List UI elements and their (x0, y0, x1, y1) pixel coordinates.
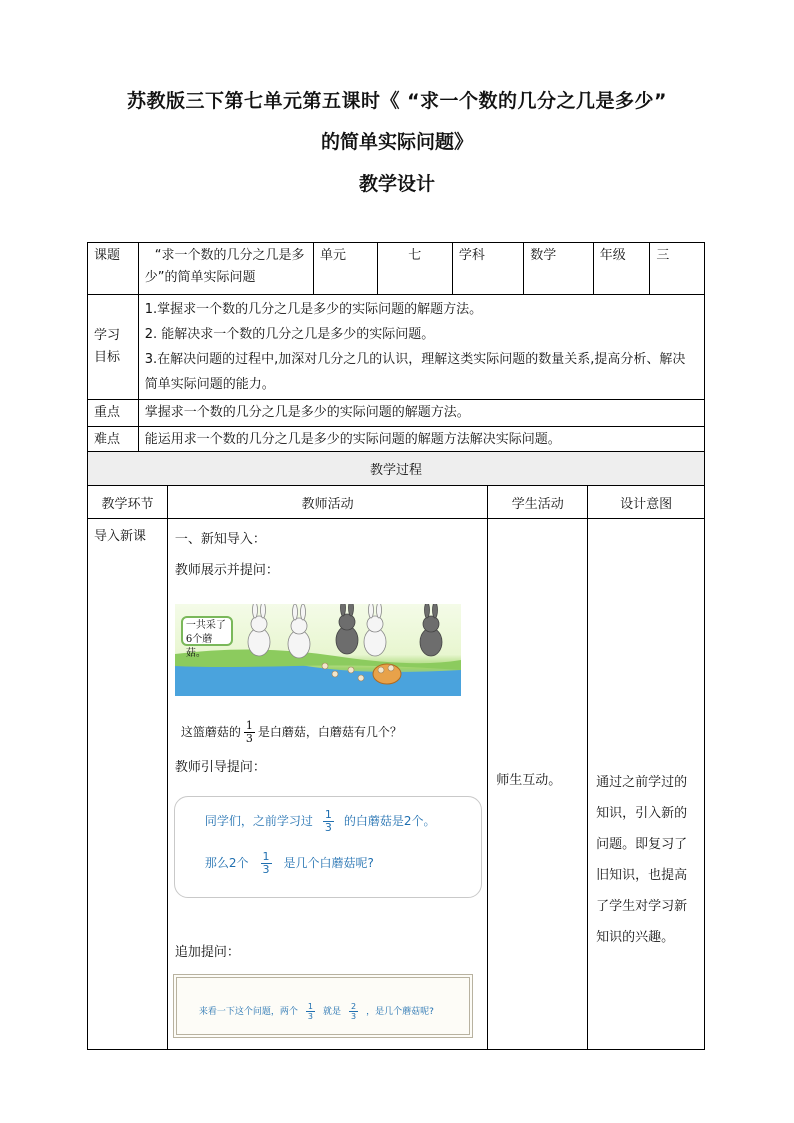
guide-bubble (174, 796, 482, 898)
fraction-one-third: $\frac{1}{3}$ (245, 719, 253, 745)
unit-label: 单元 (314, 243, 378, 295)
question-pre: 这篮蘑菇的 (180, 725, 241, 739)
subject-value: 数学 (524, 243, 593, 295)
extra-question-line: 追加提问： (174, 945, 240, 960)
picture-question (181, 720, 402, 745)
process-band: 教学过程 (88, 452, 705, 486)
extra-question-card (173, 974, 473, 1038)
doc-title-line1: 苏教版三下第七单元第五课时《 “求一个数的几分之几是多少” (126, 90, 668, 112)
goals-label: 学习目标 (88, 295, 139, 400)
student-activity: 师生互动。 (488, 519, 588, 1050)
rabbits-illustration (175, 604, 461, 696)
header-stage: 教学环节 (88, 486, 168, 519)
bubble-line-2: 那么2个 $\frac{1}{3}$ 是几个白蘑菇呢? (204, 850, 374, 876)
teacher-show-line: 教师展示并提问： (174, 563, 279, 578)
design-intent: 通过之前学过的 知识，引入新的 问题。即复习了 旧知识，也提高 了学生对学习新 知识的兴趣。 (588, 519, 705, 1050)
key-label: 重点 (88, 400, 139, 427)
intro-heading: 一、新知导入： (174, 532, 266, 547)
difficulty-label: 难点 (88, 427, 139, 454)
grade-value: 三 (650, 243, 705, 295)
difficulty-value: 能运用求一个数的几分之几是多少的实际问题的解题方法解决实际问题。 (138, 427, 704, 454)
doc-subtitle: 教学设计 (358, 173, 435, 195)
grade-label: 年级 (593, 243, 650, 295)
topic-label: 课题 (88, 243, 139, 295)
question-post: 是白蘑菇，白蘑菇有几个？ (257, 725, 402, 739)
fraction-one-third: $\frac{1}{3}$ (307, 1002, 313, 1021)
process-table (87, 451, 705, 1050)
goal-3: 3.在解决问题的过程中,加深对几分之几的认识，理解这类实际问题的数量关系,提高分析、解决简单实际问题的能力。 (144, 352, 686, 392)
teacher-activity (167, 519, 487, 1050)
fraction-one-third: $\frac{1}{3}$ (262, 850, 270, 876)
topic-value: “求一个数的几分之几是多少”的简单实际问题 (138, 243, 313, 295)
stage-cell: 导入新课 (88, 519, 168, 1050)
goals-list (138, 295, 704, 400)
goal-2: 2. 能解决求一个数的几分之几是多少的实际问题。 (144, 327, 435, 342)
header-intent: 设计意图 (588, 486, 705, 519)
header-student: 学生活动 (488, 486, 588, 519)
speech-bubble: 一共采了6个蘑菇。 (181, 616, 233, 646)
header-teacher: 教师活动 (167, 486, 487, 519)
fraction-two-thirds: $\frac{2}{3}$ (351, 1002, 357, 1021)
subject-label: 学科 (452, 243, 523, 295)
doc-title-line2: 的简单实际问题》 (320, 131, 473, 153)
info-table (87, 242, 705, 454)
key-value: 掌握求一个数的几分之几是多少的实际问题的解题方法。 (138, 400, 704, 427)
teacher-guide-line: 教师引导提问： (174, 760, 266, 775)
fraction-one-third: $\frac{1}{3}$ (324, 808, 332, 834)
extra-question-text: 来看一下这个问题，两个 $\frac{1}{3}$ 就是 $\frac{2}{3}$ ，是几个蘑菇呢? (198, 1002, 434, 1021)
unit-value: 七 (377, 243, 452, 295)
goal-1: 1.掌握求一个数的几分之几是多少的实际问题的解题方法。 (144, 302, 483, 317)
bubble-line-1: 同学们，之前学习过 $\frac{1}{3}$ 的白蘑菇是2个。 (204, 808, 436, 834)
